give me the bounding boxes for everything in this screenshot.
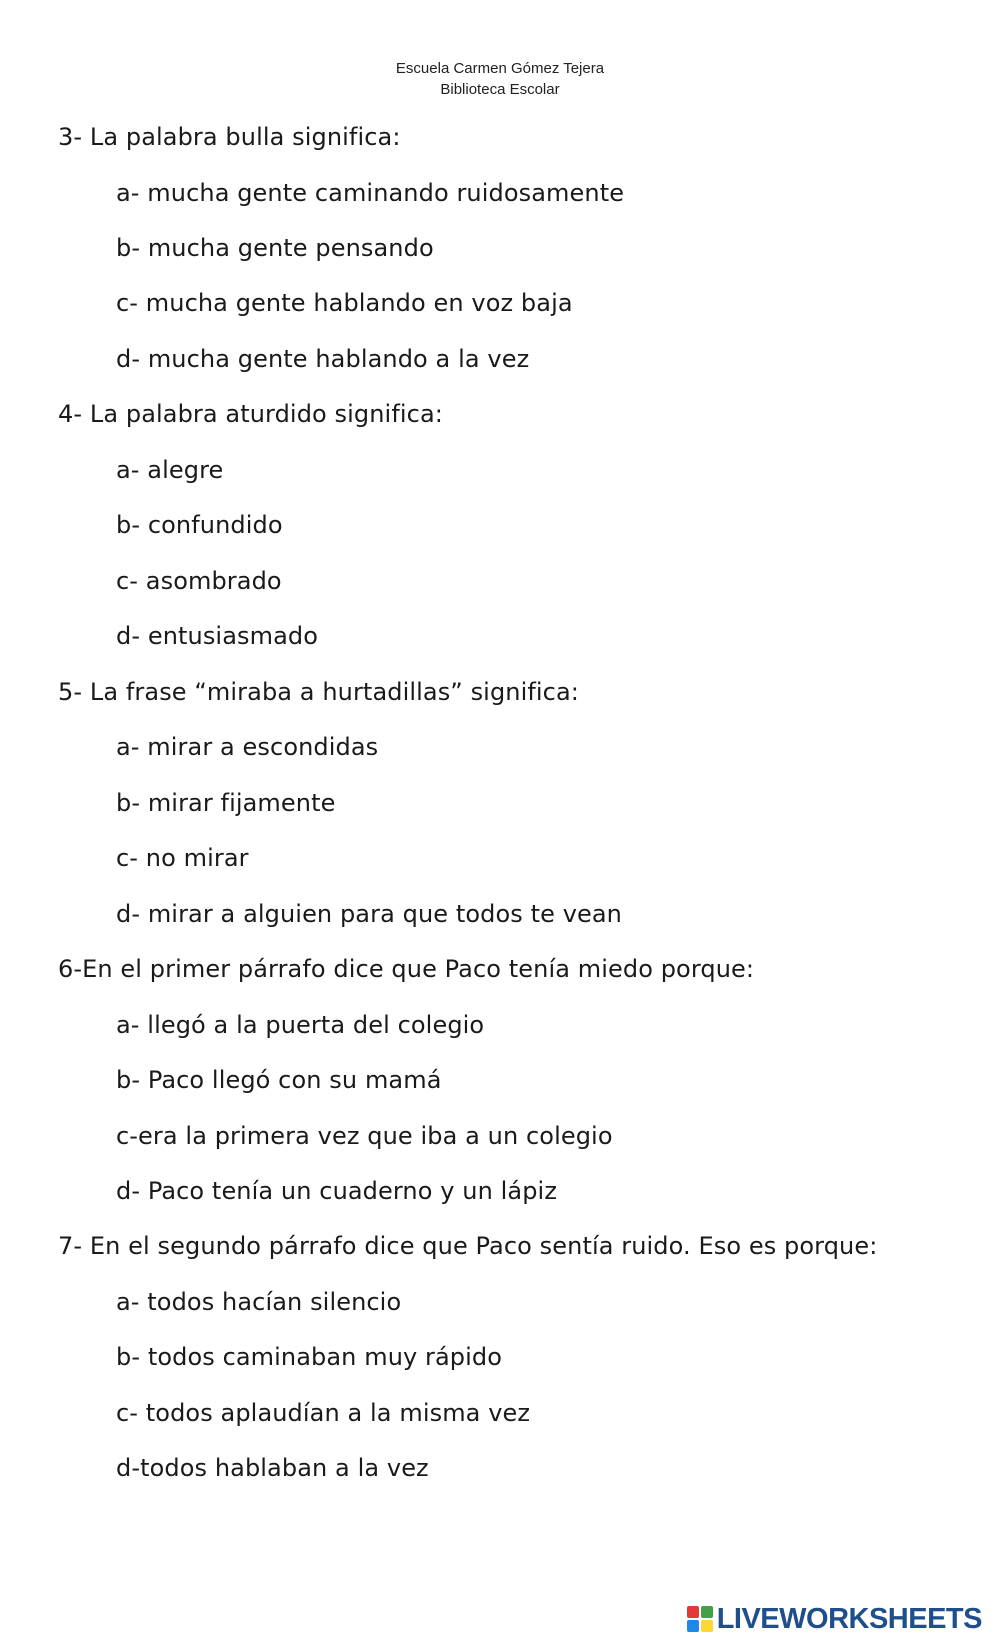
question-prompt: 7- En el segundo párrafo dice que Paco sentía ruido. Eso es porque: <box>58 1232 878 1260</box>
liveworksheets-brand[interactable] <box>687 1603 982 1635</box>
answer-option[interactable]: d- Paco tenía un cuaderno y un lápiz <box>116 1177 558 1205</box>
school-name: Escuela Carmen Gómez Tejera <box>395 60 605 77</box>
logo-square <box>687 1620 699 1632</box>
answer-option[interactable]: c- mucha gente hablando en voz baja <box>116 289 573 317</box>
document-header <box>340 58 660 100</box>
answer-option[interactable]: b- mucha gente pensando <box>116 234 434 262</box>
answer-option[interactable]: c-era la primera vez que iba a un colegio <box>116 1122 613 1150</box>
answer-option[interactable]: c- todos aplaudían a la misma vez <box>116 1399 531 1427</box>
answer-option[interactable]: a- llegó a la puerta del colegio <box>116 1011 485 1039</box>
question-prompt: 5- La frase “miraba a hurtadillas” significa: <box>58 678 579 706</box>
answer-option[interactable]: c- no mirar <box>116 844 249 872</box>
logo-square <box>701 1606 713 1618</box>
answer-option[interactable]: d-todos hablaban a la vez <box>116 1454 429 1482</box>
library-name: Biblioteca Escolar <box>440 81 560 98</box>
logo-square <box>687 1606 699 1618</box>
answer-option[interactable]: d- entusiasmado <box>116 622 319 650</box>
question-prompt: 3- La palabra bulla significa: <box>58 123 401 151</box>
answer-option[interactable]: d- mucha gente hablando a la vez <box>116 345 530 373</box>
answer-option[interactable]: b- todos caminaban muy rápido <box>116 1343 503 1371</box>
answer-option[interactable]: b- Paco llegó con su mamá <box>116 1066 442 1094</box>
answer-option[interactable]: a- todos hacían silencio <box>116 1288 402 1316</box>
answer-option[interactable]: a- mucha gente caminando ruidosamente <box>116 179 625 207</box>
answer-option[interactable]: a- alegre <box>116 456 224 484</box>
logo-square <box>701 1620 713 1632</box>
answer-option[interactable]: c- asombrado <box>116 567 282 595</box>
answer-option[interactable]: d- mirar a alguien para que todos te vean <box>116 900 622 928</box>
question-prompt: 6-En el primer párrafo dice que Paco tenía miedo porque: <box>58 955 755 983</box>
brand-name: LIVEWORKSHEETS <box>716 1602 982 1635</box>
answer-option[interactable]: b- confundido <box>116 511 283 539</box>
liveworksheets-logo-icon <box>687 1606 713 1632</box>
question-prompt: 4- La palabra aturdido significa: <box>58 400 443 428</box>
answer-option[interactable]: a- mirar a escondidas <box>116 733 379 761</box>
answer-option[interactable]: b- mirar fijamente <box>116 789 336 817</box>
